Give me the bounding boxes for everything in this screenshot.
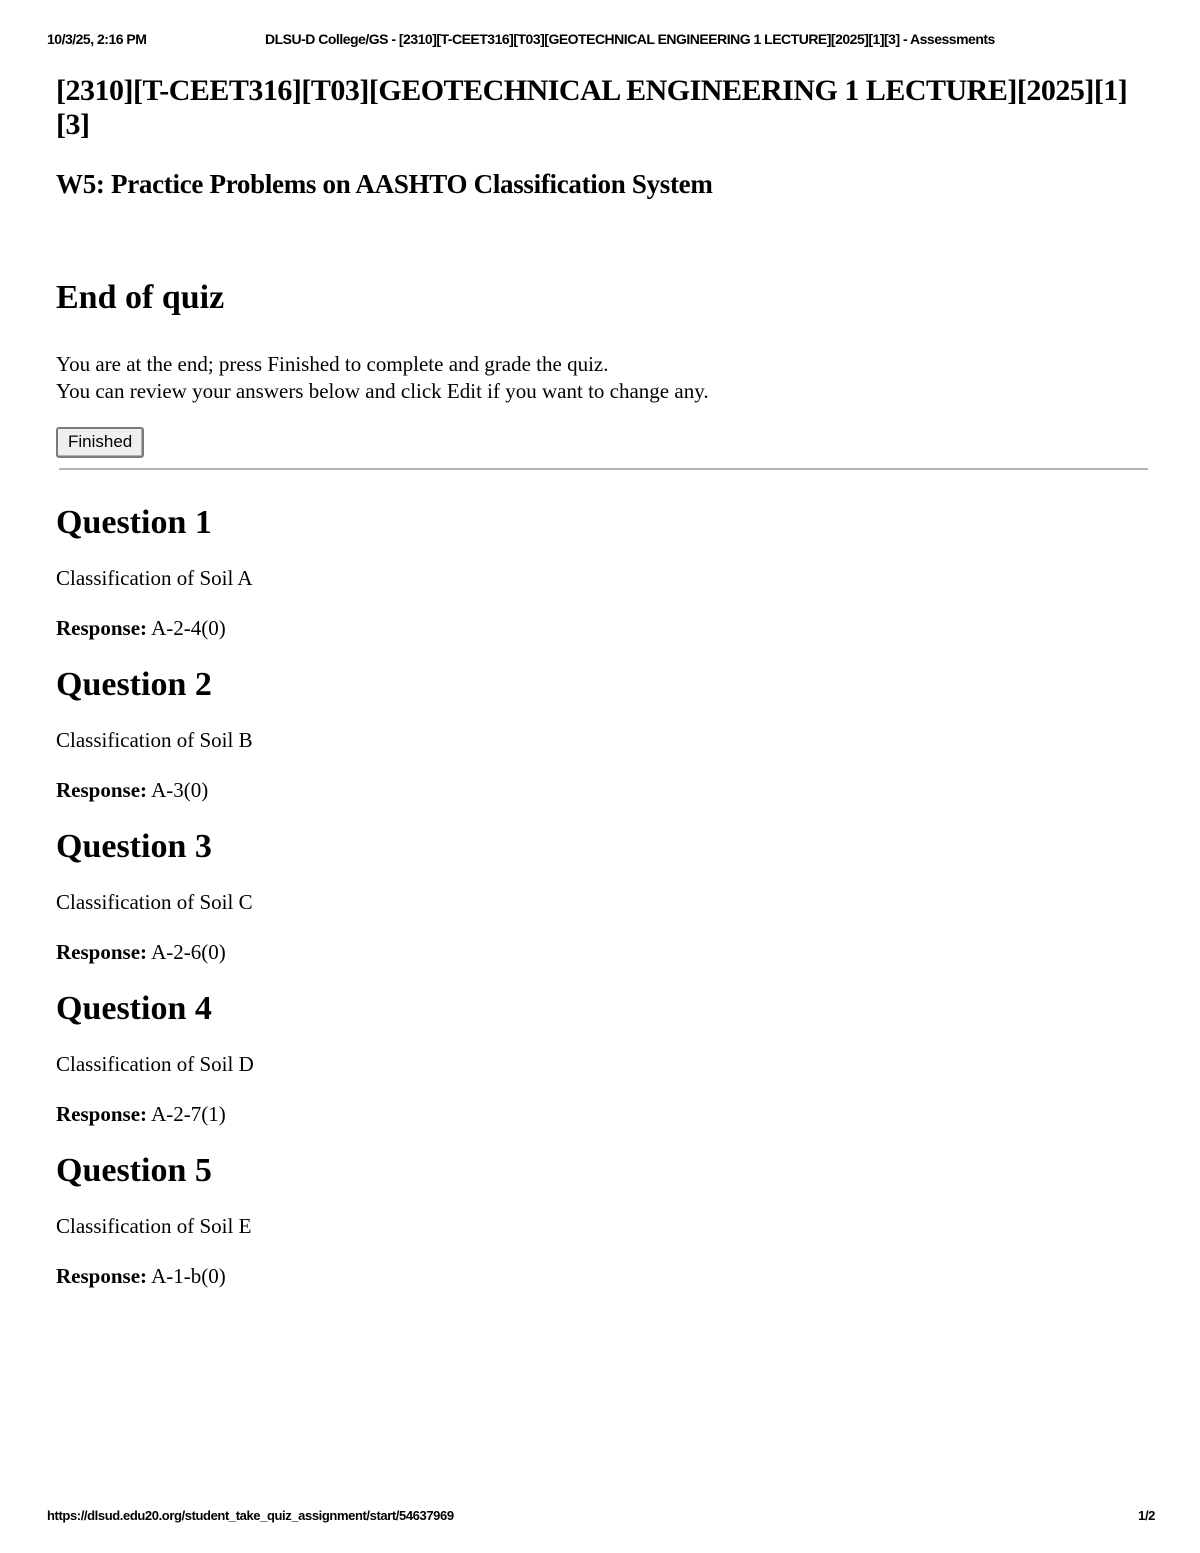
finished-button[interactable]: Finished [56, 427, 144, 458]
print-url: https://dlsud.edu20.org/student_take_quiz_assignment/start/54637969 [47, 1508, 454, 1523]
question-4 [56, 989, 1150, 1127]
response-label: Response: [56, 1102, 148, 1126]
question-text: Classification of Soil E [56, 1214, 252, 1238]
question-2 [56, 665, 1150, 803]
question-text: Classification of Soil D [56, 1052, 254, 1076]
question-heading: Question 4 [56, 990, 212, 1027]
print-page-title: DLSU-D College/GS - [2310][T-CEET316][T03][GEOTECHNICAL ENGINEERING 1 LECTURE][2025][1][3] - Assessments [265, 31, 995, 47]
response-value: A-2-4(0) [151, 616, 226, 640]
question-text: Classification of Soil B [56, 728, 253, 752]
response-label: Response: [56, 1264, 148, 1288]
question-1 [56, 503, 1150, 641]
question-5 [56, 1151, 1150, 1289]
print-datetime: 10/3/25, 2:16 PM [47, 31, 147, 47]
main-content [56, 74, 1150, 1289]
response-label: Response: [56, 778, 148, 802]
question-response [56, 777, 1150, 803]
question-text: Classification of Soil C [56, 890, 253, 914]
question-response [56, 939, 1150, 965]
question-heading: Question 2 [56, 666, 212, 703]
divider [59, 468, 1148, 470]
quiz-title: W5: Practice Problems on AASHTO Classification System [56, 169, 713, 199]
response-value: A-1-b(0) [151, 1264, 226, 1288]
course-title: [2310][T-CEET316][T03][GEOTECHNICAL ENGINEERING 1 LECTURE][2025][1][3] [56, 74, 1128, 141]
end-of-quiz-instructions [56, 351, 1150, 405]
response-label: Response: [56, 616, 148, 640]
question-response [56, 1101, 1150, 1127]
question-response [56, 615, 1150, 641]
question-response [56, 1263, 1150, 1289]
response-value: A-2-6(0) [151, 940, 226, 964]
response-label: Response: [56, 940, 148, 964]
instruction-line-2: You can review your answers below and click Edit if you want to change any. [56, 379, 709, 403]
response-value: A-3(0) [151, 778, 209, 802]
question-heading: Question 3 [56, 828, 212, 865]
print-page-number: 1/2 [1138, 1508, 1155, 1523]
response-value: A-2-7(1) [151, 1102, 226, 1126]
question-3 [56, 827, 1150, 965]
question-heading: Question 1 [56, 504, 212, 541]
instruction-line-1: You are at the end; press Finished to complete and grade the quiz. [56, 352, 609, 376]
print-footer [47, 1508, 1157, 1528]
end-of-quiz-heading: End of quiz [56, 279, 225, 316]
question-heading: Question 5 [56, 1152, 212, 1189]
print-header [47, 31, 1157, 51]
question-text: Classification of Soil A [56, 566, 253, 590]
